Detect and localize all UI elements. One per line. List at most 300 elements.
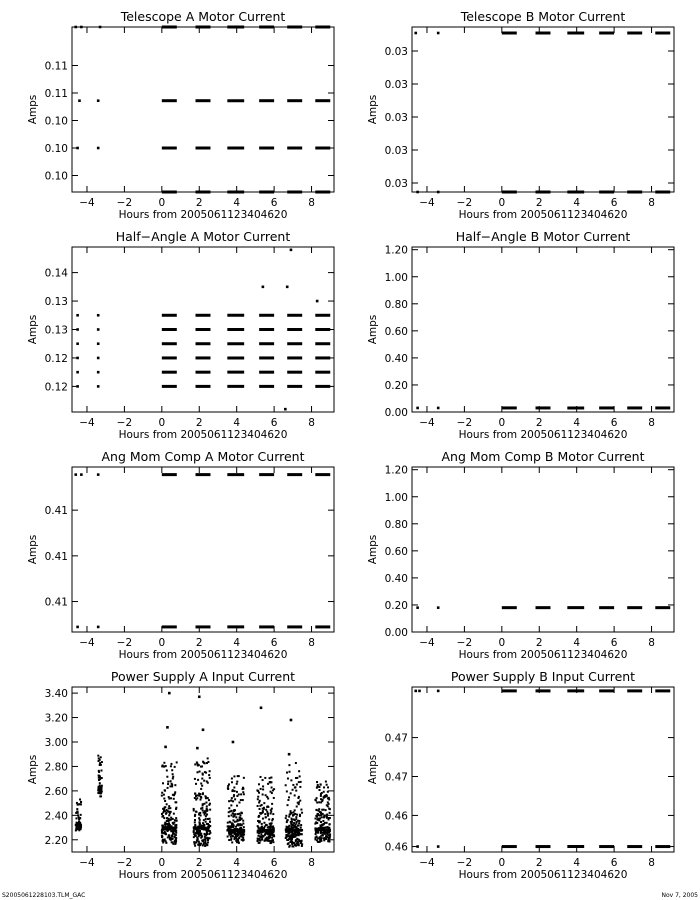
footer-left-label: S2005061228103.TLM_GAC bbox=[2, 892, 86, 899]
data-point bbox=[99, 795, 101, 797]
data-point bbox=[209, 830, 211, 832]
x-axis-label: Hours from 2005061123404620 bbox=[458, 869, 628, 881]
data-point bbox=[239, 827, 241, 829]
data-point bbox=[272, 825, 274, 827]
data-point bbox=[285, 831, 287, 833]
data-point bbox=[76, 147, 79, 150]
y-tick-label: 0.60 bbox=[384, 545, 408, 558]
data-point bbox=[202, 826, 204, 828]
data-point bbox=[242, 820, 244, 822]
data-point bbox=[416, 407, 419, 410]
x-tick-label: 4 bbox=[233, 417, 241, 429]
x-tick-label: −4 bbox=[79, 857, 95, 869]
x-tick-label: 2 bbox=[195, 637, 203, 649]
data-point bbox=[242, 788, 244, 790]
data-point bbox=[201, 765, 203, 767]
data-point bbox=[239, 801, 241, 803]
y-tick-label: 0.13 bbox=[44, 324, 68, 337]
data-point bbox=[228, 839, 230, 841]
data-point bbox=[295, 834, 297, 836]
data-point bbox=[320, 835, 322, 837]
data-point bbox=[170, 763, 172, 765]
data-point bbox=[168, 829, 170, 831]
chart-panel-4 bbox=[367, 229, 674, 441]
data-point bbox=[172, 776, 174, 778]
data-point bbox=[296, 783, 298, 785]
data-point bbox=[196, 797, 198, 799]
data-point bbox=[99, 764, 101, 766]
data-point bbox=[237, 819, 239, 821]
data-point bbox=[231, 822, 233, 824]
data-point bbox=[325, 809, 327, 811]
data-point bbox=[269, 777, 271, 779]
data-point bbox=[236, 824, 238, 826]
x-tick-label: 4 bbox=[573, 197, 581, 209]
data-point bbox=[231, 829, 233, 831]
y-tick-label: 0.80 bbox=[384, 298, 408, 311]
y-tick-label: 0.12 bbox=[44, 352, 68, 365]
data-point bbox=[263, 827, 265, 829]
data-point bbox=[239, 814, 241, 816]
data-point bbox=[171, 769, 173, 771]
y-axis-label: Amps bbox=[27, 534, 39, 565]
data-point bbox=[258, 829, 260, 831]
x-tick-label: −2 bbox=[456, 197, 473, 209]
data-point bbox=[202, 809, 204, 811]
data-point bbox=[296, 806, 298, 808]
data-point bbox=[268, 826, 270, 828]
data-point bbox=[291, 823, 293, 825]
data-point bbox=[232, 824, 234, 826]
data-point bbox=[206, 844, 208, 846]
data-point bbox=[329, 812, 331, 814]
data-series bbox=[76, 249, 330, 411]
data-point bbox=[317, 828, 319, 830]
data-point bbox=[267, 798, 269, 800]
data-point bbox=[175, 824, 177, 826]
data-point bbox=[98, 771, 100, 773]
data-point bbox=[80, 824, 82, 826]
data-point bbox=[175, 807, 177, 809]
data-point bbox=[227, 788, 229, 790]
data-point bbox=[234, 821, 236, 823]
data-point bbox=[171, 835, 173, 837]
data-point bbox=[99, 782, 101, 784]
data-point bbox=[208, 825, 210, 827]
data-point bbox=[80, 801, 82, 803]
data-point bbox=[327, 832, 329, 834]
data-point bbox=[262, 794, 264, 796]
y-tick-label: 0.03 bbox=[384, 79, 408, 91]
data-point bbox=[437, 32, 440, 35]
data-point bbox=[257, 796, 259, 798]
data-point-outlier bbox=[196, 747, 199, 750]
data-point bbox=[207, 841, 209, 843]
data-point bbox=[437, 845, 440, 848]
y-axis-label: Amps bbox=[367, 534, 379, 565]
chart-panel-1 bbox=[27, 9, 334, 221]
data-point bbox=[235, 829, 237, 831]
y-tick-label: 0.80 bbox=[384, 518, 408, 531]
data-point bbox=[228, 811, 230, 813]
data-series bbox=[416, 407, 670, 410]
data-point bbox=[199, 819, 201, 821]
footer-right-label: Nov 7, 2005 bbox=[661, 892, 698, 899]
data-point bbox=[290, 821, 292, 823]
y-tick-label: 3.20 bbox=[44, 712, 68, 725]
data-point bbox=[287, 839, 289, 841]
data-point bbox=[538, 845, 541, 848]
data-point bbox=[193, 809, 195, 811]
data-point bbox=[194, 815, 196, 817]
data-point bbox=[323, 797, 325, 799]
data-point bbox=[209, 821, 211, 823]
data-point bbox=[328, 797, 330, 799]
data-point bbox=[291, 812, 293, 814]
data-point bbox=[265, 794, 267, 796]
data-point bbox=[237, 813, 239, 815]
data-point bbox=[168, 814, 170, 816]
data-point bbox=[170, 830, 172, 832]
x-tick-label: −4 bbox=[419, 857, 435, 869]
x-axis-label: Hours from 2005061123404620 bbox=[118, 209, 288, 221]
data-point bbox=[320, 795, 322, 797]
data-point bbox=[228, 800, 230, 802]
data-point bbox=[204, 845, 206, 847]
x-tick-label: 8 bbox=[648, 637, 655, 649]
data-point bbox=[315, 831, 317, 833]
data-point bbox=[202, 844, 204, 846]
data-point bbox=[171, 841, 173, 843]
data-point bbox=[76, 385, 79, 388]
data-point bbox=[201, 824, 203, 826]
data-point bbox=[227, 829, 229, 831]
data-point bbox=[414, 32, 417, 35]
y-tick-label: 0.60 bbox=[384, 325, 408, 338]
data-point bbox=[322, 799, 324, 801]
data-point bbox=[201, 778, 203, 780]
data-point bbox=[288, 816, 290, 818]
y-tick-label: 0.10 bbox=[44, 170, 68, 183]
data-point bbox=[176, 819, 178, 821]
data-point bbox=[199, 844, 201, 846]
data-point bbox=[418, 690, 421, 693]
data-point bbox=[289, 814, 291, 816]
data-point bbox=[298, 839, 300, 841]
data-point bbox=[165, 813, 167, 815]
data-point bbox=[296, 814, 298, 816]
data-point bbox=[230, 804, 232, 806]
data-point bbox=[299, 800, 301, 802]
x-tick-label: −2 bbox=[456, 857, 473, 869]
x-tick-label: −4 bbox=[419, 417, 435, 429]
data-point bbox=[233, 809, 235, 811]
x-tick-label: 2 bbox=[535, 857, 543, 869]
data-point bbox=[172, 832, 174, 834]
y-tick-label: 2.60 bbox=[44, 785, 68, 798]
data-point bbox=[260, 831, 262, 833]
data-point bbox=[202, 803, 204, 805]
data-point bbox=[202, 822, 204, 824]
data-point bbox=[286, 820, 288, 822]
data-point bbox=[272, 841, 274, 843]
data-point bbox=[257, 798, 259, 800]
data-point-outlier bbox=[232, 741, 235, 744]
data-point bbox=[230, 836, 232, 838]
x-tick-label: 6 bbox=[270, 417, 278, 429]
x-tick-label: −4 bbox=[79, 417, 95, 429]
chart-panel-5 bbox=[27, 449, 334, 661]
data-point bbox=[164, 831, 166, 833]
data-point bbox=[291, 845, 293, 847]
data-point bbox=[196, 763, 198, 765]
y-tick-label: 1.00 bbox=[384, 491, 408, 504]
data-point bbox=[239, 819, 241, 821]
data-point bbox=[173, 798, 175, 800]
data-point bbox=[194, 797, 196, 799]
data-point bbox=[298, 822, 300, 824]
data-point bbox=[321, 827, 323, 829]
data-point bbox=[170, 817, 172, 819]
data-point bbox=[293, 836, 295, 838]
data-point bbox=[328, 829, 330, 831]
data-point bbox=[289, 830, 291, 832]
data-point bbox=[315, 829, 317, 831]
data-point bbox=[166, 820, 168, 822]
data-point bbox=[270, 777, 272, 779]
data-point bbox=[203, 819, 205, 821]
data-point bbox=[168, 805, 170, 807]
data-point bbox=[209, 777, 211, 779]
y-tick-label: 0.46 bbox=[384, 810, 408, 823]
data-point bbox=[239, 830, 241, 832]
data-point bbox=[164, 833, 166, 835]
data-point bbox=[75, 829, 77, 831]
data-point bbox=[170, 819, 172, 821]
data-point bbox=[234, 798, 236, 800]
data-point bbox=[206, 813, 208, 815]
data-point bbox=[258, 838, 260, 840]
data-point bbox=[240, 793, 242, 795]
data-point bbox=[257, 805, 259, 807]
data-point bbox=[237, 838, 239, 840]
data-point bbox=[166, 823, 168, 825]
data-point bbox=[200, 797, 202, 799]
data-series bbox=[416, 606, 670, 609]
x-tick-label: 6 bbox=[610, 857, 618, 869]
data-point bbox=[175, 834, 177, 836]
x-tick-label: −4 bbox=[419, 637, 435, 649]
data-point bbox=[97, 147, 100, 150]
data-point bbox=[272, 818, 274, 820]
data-point bbox=[272, 813, 274, 815]
data-point bbox=[242, 839, 244, 841]
data-point bbox=[316, 816, 318, 818]
y-tick-label: 0.20 bbox=[384, 599, 408, 612]
data-point bbox=[80, 26, 83, 29]
data-point bbox=[292, 789, 294, 791]
data-point bbox=[319, 824, 321, 826]
data-point bbox=[197, 771, 199, 773]
data-point bbox=[318, 810, 320, 812]
data-point bbox=[206, 780, 208, 782]
data-point bbox=[235, 816, 237, 818]
data-point bbox=[232, 816, 234, 818]
data-point bbox=[314, 799, 316, 801]
data-point bbox=[318, 786, 320, 788]
data-point bbox=[271, 786, 273, 788]
data-point bbox=[174, 843, 176, 845]
data-point bbox=[301, 812, 303, 814]
data-point bbox=[229, 821, 231, 823]
data-series bbox=[75, 692, 331, 848]
data-point bbox=[240, 799, 242, 801]
data-point bbox=[286, 790, 288, 792]
data-point bbox=[242, 799, 244, 801]
y-tick-label: 0.03 bbox=[384, 178, 408, 190]
data-point bbox=[205, 838, 207, 840]
data-series bbox=[74, 473, 330, 628]
data-point bbox=[261, 823, 263, 825]
data-point bbox=[200, 782, 202, 784]
data-point bbox=[266, 837, 268, 839]
data-point bbox=[294, 809, 296, 811]
data-point bbox=[325, 826, 327, 828]
data-point bbox=[162, 782, 164, 784]
data-point bbox=[262, 286, 265, 289]
data-point bbox=[257, 840, 259, 842]
data-point bbox=[327, 826, 329, 828]
data-point bbox=[100, 770, 102, 772]
data-point bbox=[80, 826, 82, 828]
data-point bbox=[284, 408, 287, 411]
data-point bbox=[203, 825, 205, 827]
data-point bbox=[287, 778, 289, 780]
data-point bbox=[230, 814, 232, 816]
data-point bbox=[323, 837, 325, 839]
data-point bbox=[238, 833, 240, 835]
data-point bbox=[233, 775, 235, 777]
data-point bbox=[231, 781, 233, 783]
x-tick-label: 0 bbox=[158, 637, 166, 649]
data-point bbox=[288, 764, 290, 766]
chart-title: Power Supply A Input Current bbox=[110, 669, 296, 684]
data-point bbox=[167, 783, 169, 785]
data-point bbox=[163, 817, 165, 819]
data-point bbox=[262, 818, 264, 820]
data-point bbox=[98, 774, 100, 776]
data-point-outlier bbox=[260, 706, 263, 709]
chart-panel-6 bbox=[367, 449, 674, 661]
x-tick-label: −4 bbox=[419, 197, 435, 209]
data-point bbox=[194, 819, 196, 821]
y-tick-label: 0.12 bbox=[44, 381, 68, 394]
data-point bbox=[298, 803, 300, 805]
data-point bbox=[324, 829, 326, 831]
y-tick-label: 0.11 bbox=[44, 88, 68, 100]
data-point bbox=[236, 795, 238, 797]
data-point bbox=[168, 798, 170, 800]
data-point bbox=[318, 801, 320, 803]
data-point bbox=[271, 837, 273, 839]
x-tick-label: −4 bbox=[79, 197, 95, 209]
data-point bbox=[97, 99, 100, 102]
data-point bbox=[164, 790, 166, 792]
data-point bbox=[328, 839, 330, 841]
x-tick-label: 4 bbox=[573, 637, 581, 649]
data-point bbox=[266, 824, 268, 826]
chart-title: Power Supply B Input Current bbox=[450, 669, 636, 684]
data-point bbox=[194, 778, 196, 780]
data-point bbox=[194, 845, 196, 847]
data-point bbox=[295, 840, 297, 842]
data-point bbox=[301, 840, 303, 842]
x-tick-label: 4 bbox=[233, 637, 241, 649]
data-point bbox=[508, 845, 511, 848]
chart-panel-7 bbox=[27, 669, 334, 881]
data-point bbox=[318, 818, 320, 820]
data-point bbox=[80, 814, 82, 816]
data-point bbox=[288, 833, 290, 835]
data-point bbox=[201, 835, 203, 837]
x-tick-label: 6 bbox=[610, 417, 618, 429]
data-point bbox=[205, 818, 207, 820]
data-point bbox=[295, 816, 297, 818]
data-point bbox=[75, 817, 77, 819]
data-point bbox=[172, 826, 174, 828]
data-point bbox=[203, 780, 205, 782]
data-point bbox=[292, 784, 294, 786]
data-point bbox=[326, 836, 328, 838]
data-point bbox=[240, 812, 242, 814]
data-point bbox=[163, 762, 165, 764]
data-point bbox=[233, 833, 235, 835]
data-point bbox=[161, 765, 163, 767]
data-point bbox=[320, 784, 322, 786]
data-point bbox=[97, 473, 100, 476]
y-tick-label: 0.11 bbox=[44, 60, 68, 73]
data-point bbox=[172, 773, 174, 775]
data-point bbox=[174, 791, 176, 793]
data-point bbox=[227, 822, 229, 824]
data-point bbox=[206, 762, 208, 764]
data-point bbox=[231, 797, 233, 799]
data-point bbox=[299, 775, 301, 777]
data-point bbox=[326, 822, 328, 824]
data-point bbox=[243, 826, 245, 828]
data-point bbox=[316, 787, 318, 789]
data-point bbox=[295, 818, 297, 820]
data-point bbox=[298, 829, 300, 831]
y-tick-label: 2.40 bbox=[44, 810, 68, 823]
data-point bbox=[314, 818, 316, 820]
x-tick-label: −4 bbox=[79, 637, 95, 649]
data-point bbox=[291, 818, 293, 820]
data-point bbox=[76, 342, 79, 345]
data-point bbox=[196, 837, 198, 839]
chart-title: Ang Mom Comp A Motor Current bbox=[101, 449, 305, 464]
data-point bbox=[416, 606, 419, 609]
data-point bbox=[228, 815, 230, 817]
y-tick-label: 0.10 bbox=[44, 143, 68, 155]
data-point bbox=[202, 774, 204, 776]
x-tick-label: 0 bbox=[158, 857, 166, 869]
data-point bbox=[164, 800, 166, 802]
data-point bbox=[209, 770, 211, 772]
data-point bbox=[262, 788, 264, 790]
data-point bbox=[165, 825, 167, 827]
plot-frame bbox=[72, 467, 334, 632]
